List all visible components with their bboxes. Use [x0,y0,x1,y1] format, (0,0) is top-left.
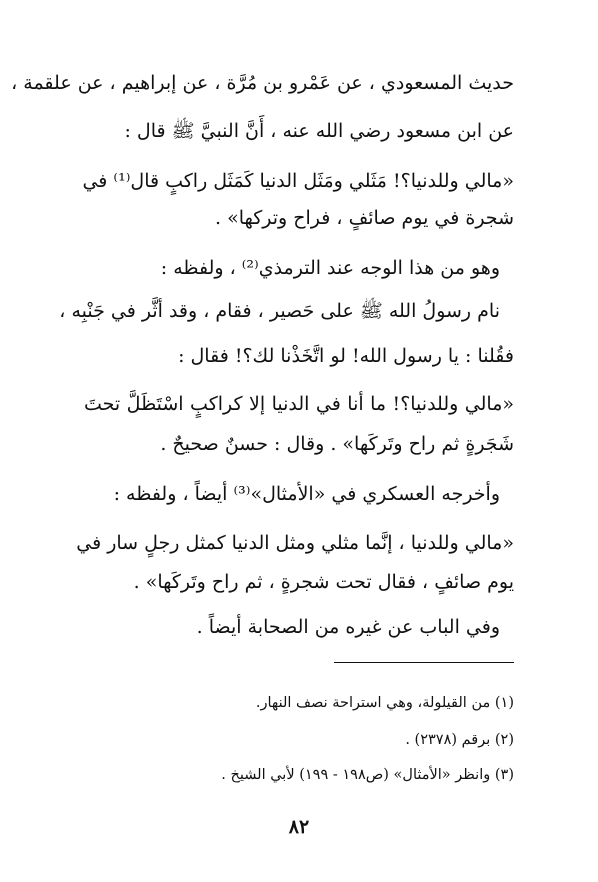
body-line: فقُلنا : يا رسول الله! لو اتَّخَذْنا لك؟! فقال : [178,345,514,367]
body-line: «مالي وللدنيا؟! مَثَلي ومَثَل الدنيا كَمَثَل راكبٍ قال⁽¹⁾ في [82,170,514,192]
page-number: ٨٢ [288,816,310,838]
footnote: (٣) وانظر «الأمثال» (ص١٩٨ - ١٩٩) لأبي الشيخ . [221,767,514,783]
body-line: نام رسولُ الله ﷺ على حَصير ، فقام ، وقد أثَّر في جَنْبِه ، [59,300,500,322]
body-line: وأخرجه العسكري في «الأمثال»⁽³⁾ أيضاً ، ولفظه : [113,483,500,505]
body-line: يوم صائفٍ ، فقال تحت شجرةٍ ، ثم راح وتَركَها» . [133,571,514,593]
body-line: «مالي وللدنيا ، إنَّما مثلي ومثل الدنيا كمثل رجلٍ سار في [76,532,514,554]
body-line: شجرة في يوم صائفٍ ، فراح وتركها» . [214,207,514,229]
footnote: (١) من القيلولة، وهي استراحة نصف النهار. [255,695,514,711]
footnote: (٢) برقم (٢٣٧٨) . [405,732,514,748]
body-line: «مالي وللدنيا؟! ما أنا في الدنيا إلا كراكبٍ اسْتَظَلَّ تحتَ [84,393,514,415]
body-line: شَجَرةٍ ثم راح وتَركَها» . وقال : حسنٌ صحيحٌ . [160,433,514,455]
body-line: وفي الباب عن غيره من الصحابة أيضاً . [196,616,500,638]
footnote-separator [334,662,514,663]
body-line: حديث المسعودي ، عن عَمْرو بن مُرَّة ، عن إبراهيم ، عن علقمة ، [11,72,514,94]
body-line: وهو من هذا الوجه عند الترمذي⁽²⁾ ، ولفظه : [160,257,500,279]
body-line: عن ابن مسعود رضي الله عنه ، أَنَّ النبيَّ ﷺ قال : [124,120,514,142]
